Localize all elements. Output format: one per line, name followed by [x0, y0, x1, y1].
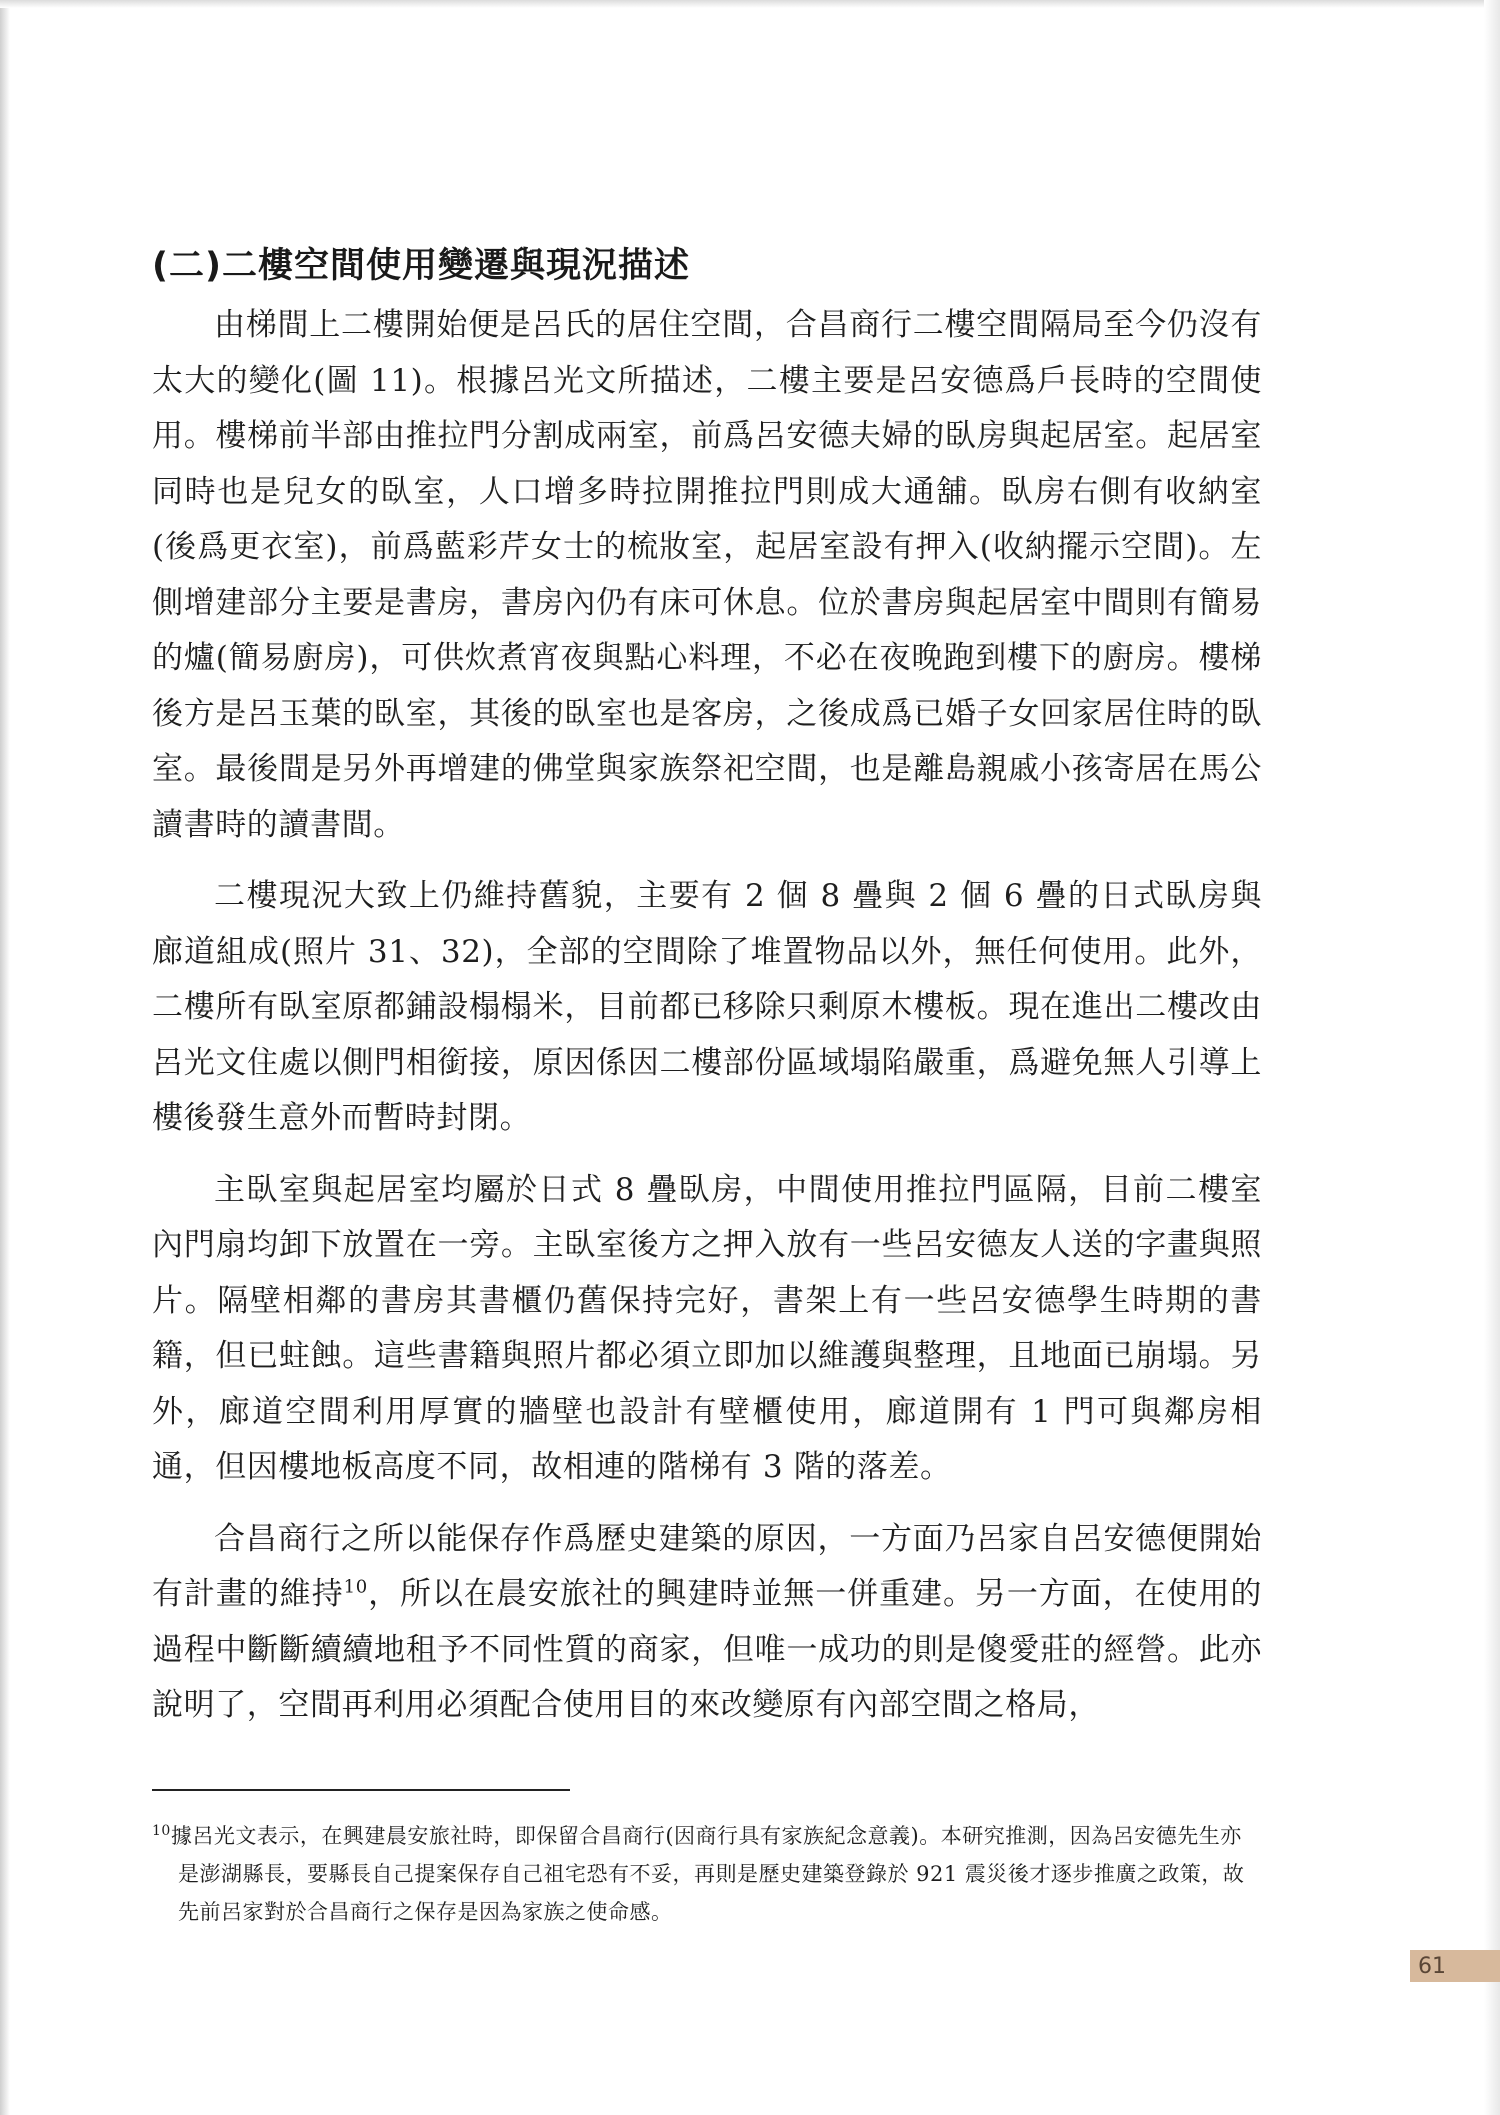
- paragraph-4: [152, 1512, 1262, 1734]
- page-edge: [1484, 0, 1500, 2115]
- paragraph-4-text-after: ，所以在晨安旅社的興建時並無一併重建。另一方面，在使用的過程中斷斷續續地租予不同性質的商家，但唯一成功的則是傻愛莊的經營。此亦說明了，空間再利用必須配合使用目的來改變原有內部空間之格局，: [152, 1576, 1263, 1723]
- paragraph-1: 由梯間上二樓開始便是呂氏的居住空間，合昌商行二樓空間隔局至今仍沒有太大的變化(圖 11)。根據呂光文所描述，二樓主要是呂安德爲戶長時的空間使用。樓梯前半部由推拉門分割成兩室，前爲呂安德夫婦的臥房與起居室。起居室同時也是兒女的臥室，人口增多時拉開推拉門則成大通舖。臥房右側有收納室(後爲更衣室)，前爲藍彩芹女士的梳妝室，起居室設有押入(收納擺示空間)。左側增建部分主要是書房，書房內仍有床可休息。位於書房與起居室中間則有簡易的爐(簡易廚房)，可供炊煮宵夜與點心料理，不必在夜晚跑到樓下的廚房。樓梯後方是呂玉葉的臥室，其後的臥室也是客房，之後成爲已婚子女回家居住時的臥室。最後間是另外再增建的佛堂與家族祭祀空間，也是離島親戚小孩寄居在馬公讀書時的讀書間。: [152, 307, 1262, 843]
- footnote: [152, 1817, 1262, 1931]
- page-number: 61: [1418, 1953, 1446, 1979]
- paragraph-4-text-before: 合昌商行之所以能保存作爲歷史建築的原因，一方面乃呂家自呂安德便開始有計畫的維持: [152, 1520, 1262, 1612]
- section-heading: (二)二樓空間使用變遷與現況描述: [152, 246, 690, 286]
- footnote-reference: 10: [343, 1576, 368, 1598]
- body-text: [152, 298, 1262, 1750]
- paragraph-3: 主臥室與起居室均屬於日式 8 疊臥房，中間使用推拉門區隔，目前二樓室內門扇均卸下放置在一旁。主臥室後方之押入放有一些呂安德友人送的字畫與照片。隔壁相鄰的書房其書櫃仍舊保持完好，書架上有一些呂安德學生時期的書籍，但已蛀蝕。這些書籍與照片都必須立即加以維護與整理，且地面已崩塌。另外，廊道空間利用厚實的牆壁也設計有壁櫃使用，廊道開有 1 門可與鄰房相通，但因樓地板高度不同，故相連的階梯有 3 階的落差。: [152, 1171, 1262, 1485]
- footnote-divider: [152, 1789, 570, 1791]
- footnote-text: 據呂光文表示，在興建晨安旅社時，即保留合昌商行(因商行具有家族紀念意義)。本研究推測，因為呂安德先生亦是澎湖縣長，要縣長自己提案保存自己祖宅恐有不妥，再則是歷史建築登錄於 921 震災後才逐步推廣之政策，故先前呂家對於合昌商行之保存是因為家族之使命感。: [170, 1824, 1245, 1924]
- footnote-number: 10: [152, 1823, 171, 1839]
- top-scan-shadow: [0, 0, 1500, 8]
- book-gutter-shadow: [0, 0, 10, 2115]
- page-number-tab: [1410, 1950, 1500, 1982]
- paragraph-2: 二樓現況大致上仍維持舊貌，主要有 2 個 8 疊與 2 個 6 疊的日式臥房與廊道組成(照片 31、32)，全部的空間除了堆置物品以外，無任何使用。此外，二樓所有臥室原都鋪設榻榻米，目前都已移除只剩原木樓板。現在進出二樓改由呂光文住處以側門相銜接，原因係因二樓部份區域塌陷嚴重，爲避免無人引導上樓後發生意外而暫時封閉。: [152, 878, 1262, 1136]
